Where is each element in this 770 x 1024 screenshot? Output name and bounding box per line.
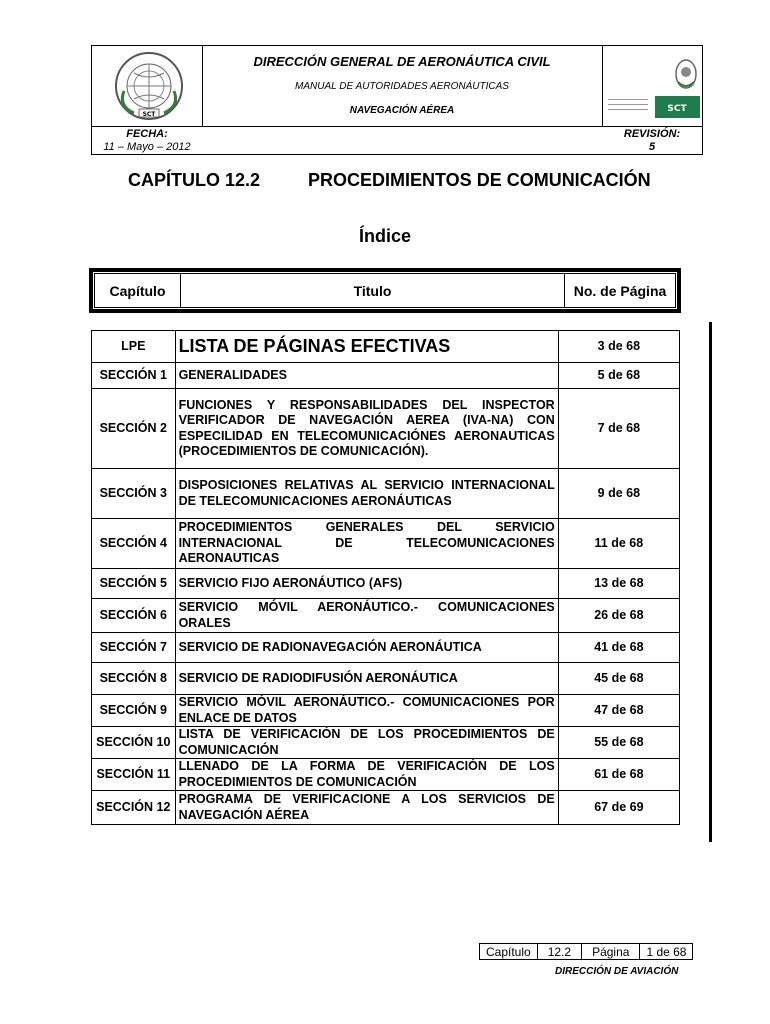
table-row bbox=[92, 469, 680, 519]
page-cell: 3 de 68 bbox=[558, 331, 679, 363]
area-title: NAVEGACIÓN AÉREA bbox=[349, 105, 455, 116]
footer-page-value: 1 de 68 bbox=[640, 944, 693, 960]
title-cell: PROGRAMA DE VERIFICACIONE A LOS SERVICIOS DE NAVEGACIÓN AÉREA bbox=[175, 791, 558, 825]
section-cell: SECCIÓN 10 bbox=[92, 727, 176, 759]
revision-value: 5 bbox=[648, 141, 656, 153]
title-cell: SERVICIO MÓVIL AERONÁUTICO.- COMUNICACIONES POR ENLACE DE DATOS bbox=[175, 695, 558, 727]
footer-direction: DIRECCIÓN DE AVIACIÓN bbox=[555, 966, 679, 977]
col-header-title: Titulo bbox=[181, 274, 565, 307]
page-cell: 7 de 68 bbox=[558, 389, 679, 469]
fecha-label: FECHA: bbox=[126, 128, 168, 140]
section-cell: SECCIÓN 6 bbox=[92, 599, 176, 633]
section-cell: SECCIÓN 7 bbox=[92, 633, 176, 663]
svg-text:SCT: SCT bbox=[142, 111, 156, 118]
col-header-page: No. de Página bbox=[573, 282, 667, 299]
col-header-chapter: Capítulo bbox=[95, 274, 181, 307]
title-cell: SERVICIO FIJO AERONÁUTICO (AFS) bbox=[175, 569, 558, 599]
section-cell: SECCIÓN 2 bbox=[92, 389, 176, 469]
section-cell: SECCIÓN 11 bbox=[92, 759, 176, 791]
title-cell: GENERALIDADES bbox=[175, 363, 558, 389]
footer-table bbox=[479, 943, 693, 960]
chapter-title: PROCEDIMIENTOS DE COMUNICACIÓN bbox=[308, 170, 651, 190]
page-cell: 11 de 68 bbox=[558, 519, 679, 569]
page-cell: 9 de 68 bbox=[558, 469, 679, 519]
footer-chapter-value: 12.2 bbox=[537, 944, 581, 960]
section-cell: SECCIÓN 9 bbox=[92, 695, 176, 727]
title-cell: PROCEDIMIENTOS GENERALES DEL SERVICIO INTERNACIONAL DE TELECOMUNICACIONES AERONAUTICAS bbox=[175, 519, 558, 569]
section-cell: SECCIÓN 1 bbox=[92, 363, 176, 389]
title-cell: DISPOSICIONES RELATIVAS AL SERVICIO INTERNACIONAL DE TELECOMUNICACIONES AERONÁUTICAS bbox=[175, 469, 558, 519]
title-cell: SERVICIO DE RADIODIFUSIÓN AERONÁUTICA bbox=[175, 663, 558, 695]
page-cell: 13 de 68 bbox=[558, 569, 679, 599]
title-cell: FUNCIONES Y RESPONSABILIDADES DEL INSPECTOR VERIFICADOR DE NAVEGACIÓN AEREA (IVA-NA) CON ESPECILIDAD EN TELECOMUNICACIÓNES AERONAUTICAS (PROCEDIMIENTOS DE COMUNICACIÓN). bbox=[175, 389, 558, 469]
footer-page-label: Página bbox=[582, 944, 640, 960]
page-cell: 55 de 68 bbox=[558, 727, 679, 759]
page-cell: 67 de 69 bbox=[558, 791, 679, 825]
section-cell: SECCIÓN 12 bbox=[92, 791, 176, 825]
section-cell: SECCIÓN 4 bbox=[92, 519, 176, 569]
table-row bbox=[92, 695, 680, 727]
page-cell: 61 de 68 bbox=[558, 759, 679, 791]
title-cell: SERVICIO MÓVIL AERONÁUTICO.- COMUNICACIONES ORALES bbox=[175, 599, 558, 633]
table-row bbox=[92, 599, 680, 633]
sct-badge-text: SCT bbox=[667, 104, 687, 114]
table-row bbox=[92, 569, 680, 599]
document-header bbox=[91, 45, 703, 155]
org-title: DIRECCIÓN GENERAL DE AERONÁUTICA CIVIL bbox=[253, 54, 551, 69]
footer-chapter-label: Capítulo bbox=[480, 944, 538, 960]
table-row bbox=[92, 331, 680, 363]
page-cell: 45 de 68 bbox=[558, 663, 679, 695]
section-cell: SECCIÓN 3 bbox=[92, 469, 176, 519]
section-cell: SECCIÓN 8 bbox=[92, 663, 176, 695]
page-cell: 47 de 68 bbox=[558, 695, 679, 727]
title-cell: LLENADO DE LA FORMA DE VERIFICACIÓN DE LOS PROCEDIMIENTOS DE COMUNICACIÓN bbox=[175, 759, 558, 791]
table-row bbox=[92, 759, 680, 791]
page-cell: 41 de 68 bbox=[558, 633, 679, 663]
revision-label: REVISIÓN: bbox=[623, 128, 681, 140]
section-cell: LPE bbox=[92, 331, 176, 363]
table-row bbox=[92, 727, 680, 759]
revision-bar bbox=[709, 322, 712, 842]
table-row bbox=[92, 363, 680, 389]
table-row bbox=[92, 791, 680, 825]
table-row bbox=[92, 389, 680, 469]
section-cell: SECCIÓN 5 bbox=[92, 569, 176, 599]
manual-title: MANUAL DE AUTORIDADES AERONÁUTICAS bbox=[295, 81, 509, 92]
sct-logo bbox=[608, 52, 700, 122]
fecha-value: 11 – Mayo – 2012 bbox=[103, 141, 191, 153]
page-cell: 26 de 68 bbox=[558, 599, 679, 633]
table-row bbox=[92, 663, 680, 695]
table-row bbox=[92, 519, 680, 569]
title-cell: LISTA DE VERIFICACIÓN DE LOS PROCEDIMIENTOS DE COMUNICACIÓN bbox=[175, 727, 558, 759]
index-title: Índice bbox=[358, 226, 411, 246]
table-row bbox=[92, 633, 680, 663]
index-table bbox=[91, 330, 680, 825]
chapter-number: CAPÍTULO 12.2 bbox=[128, 170, 261, 190]
title-cell: LISTA DE PÁGINAS EFECTIVAS bbox=[175, 331, 558, 363]
dgac-seal-logo bbox=[114, 51, 184, 121]
title-cell: SERVICIO DE RADIONAVEGACIÓN AERONÁUTICA bbox=[175, 633, 558, 663]
page-cell: 5 de 68 bbox=[558, 363, 679, 389]
index-header bbox=[89, 268, 681, 313]
